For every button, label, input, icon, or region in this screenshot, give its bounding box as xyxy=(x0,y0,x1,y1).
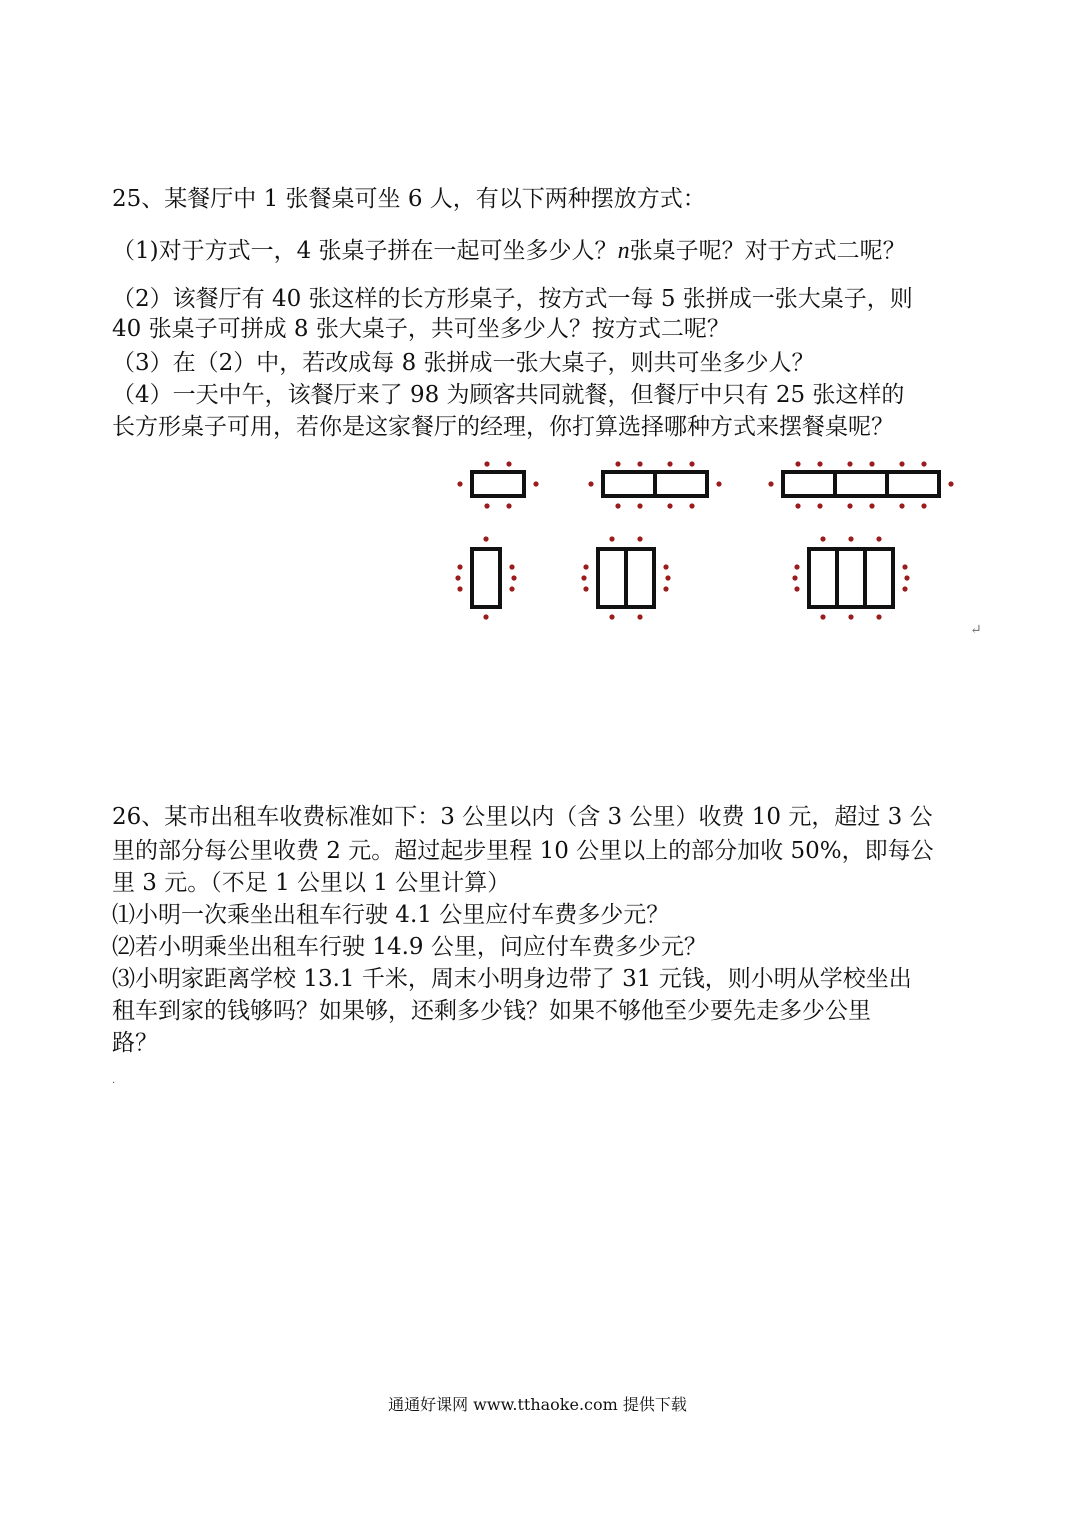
table-rect xyxy=(809,549,893,607)
q26-sub3-line2: 租车到家的钱够吗？如果够，还剩多少钱？如果不够他至少要先走多少公里 xyxy=(112,998,871,1024)
seat-dot xyxy=(869,503,874,508)
seat-dot xyxy=(848,614,853,619)
seat-dot xyxy=(583,586,588,591)
seat-dot xyxy=(457,481,462,486)
seat-dot xyxy=(581,575,586,580)
q25-part4-line2: 长方形桌子可用，若你是这家餐厅的经理，你打算选择哪种方式来摆餐桌呢？ xyxy=(112,414,894,440)
seat-dot xyxy=(637,614,642,619)
arrangement-method-2 xyxy=(455,536,909,619)
seat-dot xyxy=(876,536,881,541)
seat-dot xyxy=(921,503,926,508)
seat-dot xyxy=(506,461,511,466)
seat-dot xyxy=(665,575,670,580)
seat-dot xyxy=(817,461,822,466)
seat-dot xyxy=(509,586,514,591)
q25-part1-b: 张桌子呢？对于方式二呢？ xyxy=(629,238,906,264)
arrangement-method-1 xyxy=(457,461,953,508)
q25-part1 xyxy=(112,236,906,266)
seat-dot xyxy=(609,614,614,619)
seat-dot xyxy=(795,461,800,466)
seat-dot xyxy=(768,481,773,486)
seat-dot xyxy=(795,503,800,508)
q25-part4-line1: （4）一天中午，该餐厅来了 98 为顾客共同就餐，但餐厅中只有 25 张这样的 xyxy=(112,382,905,408)
seat-dot xyxy=(663,564,668,569)
seat-dot xyxy=(899,503,904,508)
seat-dot xyxy=(817,503,822,508)
seat-dot xyxy=(716,481,721,486)
seat-dot xyxy=(483,614,488,619)
seat-dot xyxy=(921,461,926,466)
seat-dot xyxy=(847,503,852,508)
seat-dot xyxy=(483,536,488,541)
q25-part3: （3）在（2）中，若改成每 8 张拼成一张大桌子，则共可坐多少人？ xyxy=(112,350,815,376)
seat-dot xyxy=(848,536,853,541)
seat-dot xyxy=(484,503,489,508)
seat-dot xyxy=(615,461,620,466)
seat-dot xyxy=(583,564,588,569)
seat-dot xyxy=(876,614,881,619)
seat-dot xyxy=(637,536,642,541)
seat-dot xyxy=(615,503,620,508)
page-footer: 通通好课网 www.tthaoke.com 提供下载 xyxy=(388,1395,687,1414)
seat-dot xyxy=(509,564,514,569)
q25-intro: 25、某餐厅中 1 张餐桌可坐 6 人，有以下两种摆放方式： xyxy=(112,186,706,212)
paragraph-return-mark: ↵ xyxy=(970,622,982,638)
seat-dot xyxy=(457,564,462,569)
q26-line3: 里 3 元。（不足 1 公里以 1 公里计算） xyxy=(112,870,511,896)
seat-dot xyxy=(637,461,642,466)
table-rect xyxy=(783,472,939,496)
seat-dot xyxy=(948,481,953,486)
q26-sub2: ⑵若小明乘坐出租车行驶 14.9 公里，问应付车费多少元？ xyxy=(112,934,707,960)
seat-dot xyxy=(588,481,593,486)
seat-dot xyxy=(794,586,799,591)
seat-dot xyxy=(869,461,874,466)
seat-dot xyxy=(609,536,614,541)
q25-part2-line2: 40 张桌子可拼成 8 张大桌子，共可坐多少人？按方式二呢？ xyxy=(112,316,730,342)
seat-dot xyxy=(455,575,460,580)
seat-dot xyxy=(847,461,852,466)
seat-dot xyxy=(667,503,672,508)
seat-dot xyxy=(457,586,462,591)
seat-dot xyxy=(902,564,907,569)
q26-line1: 26、某市出租车收费标准如下：3 公里以内（含 3 公里）收费 10 元，超过 3 公 xyxy=(112,804,933,830)
seat-dot xyxy=(484,461,489,466)
seat-dot xyxy=(533,481,538,486)
table-rect xyxy=(472,549,500,607)
seat-dot xyxy=(511,575,516,580)
seat-dot xyxy=(667,461,672,466)
seat-dot xyxy=(820,536,825,541)
seat-dot xyxy=(794,564,799,569)
seat-dot xyxy=(689,503,694,508)
q26-sub1: ⑴小明一次乘坐出租车行驶 4.1 公里应付车费多少元？ xyxy=(112,902,670,928)
seat-dot xyxy=(820,614,825,619)
seat-dot xyxy=(663,586,668,591)
table-rect xyxy=(472,472,524,496)
q26-line2: 里的部分每公里收费 2 元。超过起步里程 10 公里以上的部分加收 50%，即每公 xyxy=(112,838,934,864)
q25-part1-a: （1)对于方式一，4 张桌子拼在一起可坐多少人？ xyxy=(112,238,618,264)
seat-dot xyxy=(792,575,797,580)
seat-dot xyxy=(637,503,642,508)
seat-dot xyxy=(902,586,907,591)
q26-sub3-line1: ⑶小明家距离学校 13.1 千米，周末小明身边带了 31 元钱，则小明从学校坐出 xyxy=(112,966,912,992)
q25-variable-n: n xyxy=(617,238,630,264)
seat-dot xyxy=(904,575,909,580)
seat-dot xyxy=(899,461,904,466)
q25-part2-line1: （2）该餐厅有 40 张这样的长方形桌子，按方式一每 5 张拼成一张大桌子，则 xyxy=(112,286,913,312)
seat-dot xyxy=(506,503,511,508)
seat-dot xyxy=(689,461,694,466)
table-arrangement-figure xyxy=(448,452,968,632)
q26-sub3-line3: 路？ xyxy=(112,1030,158,1056)
stray-mark: · xyxy=(112,1078,116,1089)
